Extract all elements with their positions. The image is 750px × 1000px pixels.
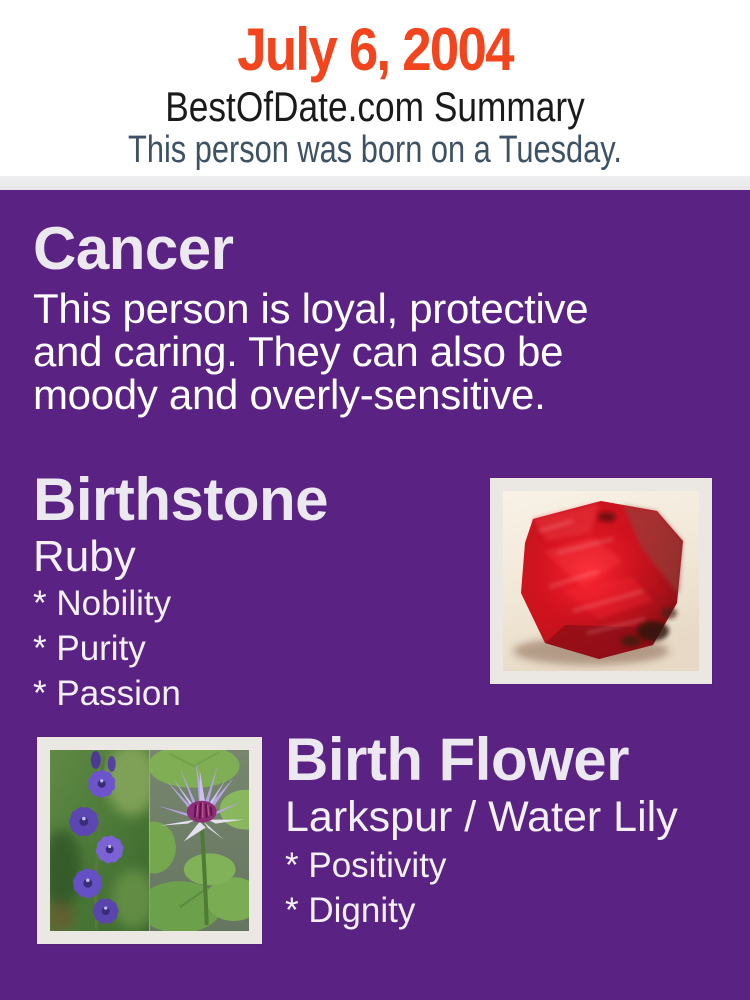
page-title-date: July 6, 2004 (237, 16, 513, 83)
born-day-tagline: This person was born on a Tuesday. (128, 129, 622, 171)
site-summary: BestOfDate.com Summary (165, 83, 585, 130)
birth-flower-photo (37, 737, 262, 944)
birth-flower-heading: Birth Flower (285, 726, 630, 793)
header (0, 0, 750, 176)
birth-flower-trait: * Positivity (285, 846, 447, 885)
ruby-gem-image (503, 491, 699, 671)
zodiac-description: This person is loyal, protective and caring. They can also be moody and overly-sensitive. (33, 285, 589, 418)
birthstone-name: Ruby (33, 532, 136, 581)
birthstone-trait: * Nobility (33, 584, 172, 623)
birth-flower-name: Larkspur / Water Lily (285, 793, 678, 841)
zodiac-sign-heading: Cancer (33, 215, 234, 282)
birth-flower-trait: * Dignity (285, 891, 416, 930)
header-divider (0, 176, 750, 190)
summary-panel (0, 190, 750, 1000)
birthstone-traits (33, 581, 181, 716)
birthstone-heading: Birthstone (33, 466, 328, 533)
birth-flower-traits (285, 843, 446, 933)
larkspur-image (50, 750, 150, 931)
ruby-photo (490, 478, 712, 684)
birthstone-trait: * Passion (33, 674, 181, 713)
birth-flower-photo-inner (50, 750, 249, 931)
birthstone-trait: * Purity (33, 629, 146, 668)
water-lily-image (150, 750, 250, 931)
